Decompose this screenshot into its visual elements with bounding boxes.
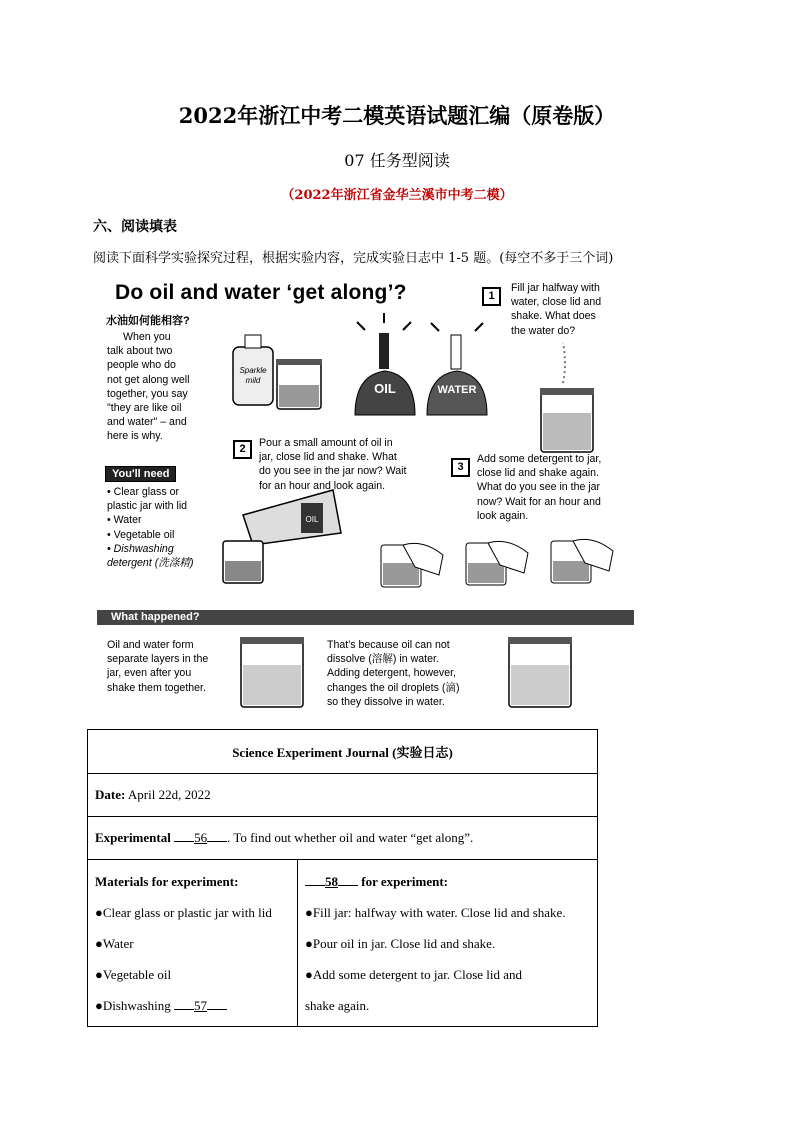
journal-purpose-cell — [88, 817, 598, 860]
blank-56[interactable]: 56 — [194, 830, 208, 845]
you-need-heading: You'll need — [105, 466, 176, 482]
water-character-icon — [427, 323, 487, 415]
shirt-water-label: WATER — [437, 384, 477, 396]
date-label: Date: — [95, 787, 126, 802]
jar-step1-icon — [540, 343, 594, 452]
worksheet-cn-subtitle: 水油如何能相容? — [106, 315, 190, 327]
step-1-text: Fill jar halfway with water, close lid and shake. What does the water do? — [511, 282, 602, 337]
result-text-2: That's because oil can not dissolve (溶解) in water. Adding detergent, however, changes the oil droplets (滴) so they dissolve in water. — [327, 639, 460, 708]
blank-57[interactable]: 57 — [194, 997, 207, 1013]
oil-bottle-label: OIL — [305, 515, 319, 524]
step-2-text: Pour a small amount of oil in jar, close lid and shake. What do you see in the jar now? Wait for an hour and look again. — [259, 437, 407, 492]
step-3-text: Add some detergent to jar, close lid and shake again. What do you see in the jar now? Wait for an hour and look again. — [477, 453, 602, 522]
journal-heading: Science Experiment Journal (实验日志) — [88, 730, 598, 774]
step-item: ●Add some detergent to jar. Close lid and — [305, 966, 523, 982]
page-title: 2022年浙江中考二模英语试题汇编（原卷版） — [178, 103, 616, 128]
oil-character-icon — [355, 313, 415, 415]
journal-date-cell — [88, 774, 598, 817]
shake-jar-2-icon — [466, 541, 528, 585]
shirt-oil-label: OIL — [374, 381, 396, 396]
page-subtitle: 07 任务型阅读 — [344, 151, 450, 170]
exam-source: （2022年浙江省金华兰溪市中考二模） — [281, 188, 513, 203]
shake-jar-1-icon — [381, 543, 443, 587]
jar-icon — [276, 359, 322, 409]
step-item: shake again. — [305, 997, 370, 1013]
materials-cell — [88, 860, 298, 1027]
blank-58[interactable]: 58 — [325, 873, 338, 889]
step-2-number: 2 — [233, 440, 252, 459]
bottle-label-top: Sparkle — [239, 366, 267, 375]
bottle-label-bottom: mild — [245, 376, 261, 385]
materials-list: • Clear glass or plastic jar with lid • Water • Vegetable oil • Dishwashing detergent (洗涤精) — [107, 486, 194, 570]
material-item: ●Clear glass or plastic jar with lid — [95, 904, 272, 920]
step-3-number: 3 — [451, 458, 470, 477]
detergent-bottle-icon — [233, 335, 273, 405]
experiment-journal-table — [87, 729, 598, 1027]
purpose-label: Experimental — [95, 830, 171, 845]
material-item: ●Water — [95, 935, 134, 951]
worksheet-intro: When you talk about two people who do not get along well together, you say "they are like oil and water" – and here is why. — [107, 331, 190, 443]
materials-heading: Materials for experiment: — [95, 873, 239, 889]
section-heading: 六、阅读填表 — [93, 219, 177, 235]
material-item: ●Vegetable oil — [95, 966, 172, 982]
what-happened-heading: What happened? — [97, 610, 634, 625]
result-jar-1-icon — [240, 637, 304, 707]
result-jar-2-icon — [508, 637, 572, 707]
instructions: 阅读下面科学实验探究过程，根据实验内容，完成实验日志中 1-5 题。(每空不多于三个词) — [93, 251, 614, 266]
pour-oil-icon — [223, 490, 341, 583]
purpose-text: . To find out whether oil and water “get along”. — [227, 830, 474, 845]
steps-heading-row — [305, 866, 590, 897]
step-1-number: 1 — [482, 287, 501, 306]
steps-heading: for experiment: — [361, 873, 449, 889]
worksheet-title: Do oil and water ‘get along’? — [115, 281, 407, 304]
date-value: April 22d, 2022 — [127, 787, 211, 802]
experiment-worksheet — [93, 275, 641, 718]
shake-jar-3-icon — [551, 539, 613, 583]
result-text-1: Oil and water form separate layers in the jar, even after you shake them together. — [107, 639, 209, 694]
step-item: ●Fill jar: halfway with water. Close lid and shake. — [305, 904, 566, 920]
step-item: ●Pour oil in jar. Close lid and shake. — [305, 935, 496, 951]
steps-cell — [298, 860, 598, 1027]
material-item-last: ●Dishwashing 57 — [95, 990, 290, 1021]
